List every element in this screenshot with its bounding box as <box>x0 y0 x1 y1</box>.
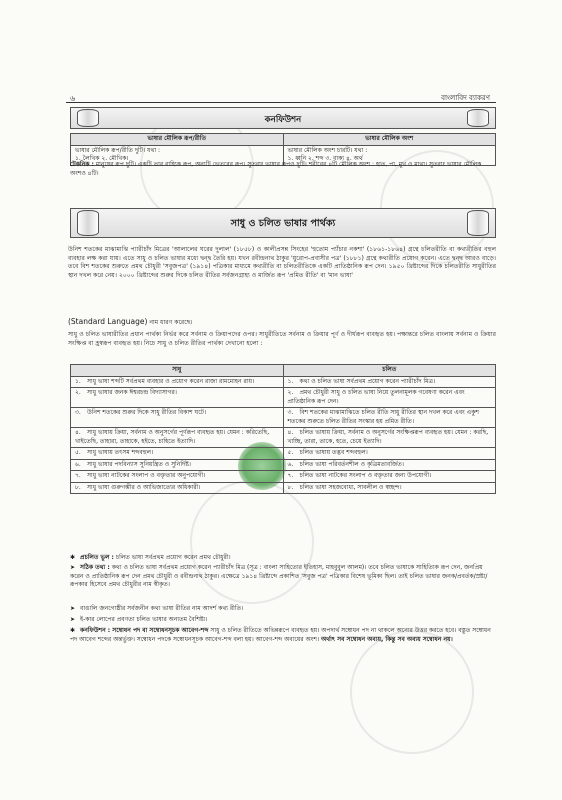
table-row <box>71 408 496 428</box>
watermark-stamp <box>350 630 474 754</box>
table-row <box>71 471 496 483</box>
table-row <box>71 376 496 388</box>
table-cell: ৫. সাধু ভাষায় তৎসম শব্দবহুল। <box>71 448 284 460</box>
table-cell: ভাষার মৌলিক রূপ/রীতি দুটি। যথা : ১. লৈখিক ২. মৌখিক। <box>71 145 284 165</box>
bullet-item: ➤ বাঙালি জনগোষ্ঠীর সর্বজনীন কথ্য ভাষা রীতির নাম আদর্শ কথ্য রীতি। <box>70 605 244 612</box>
star-icon: ✱ <box>70 627 76 634</box>
table-row <box>71 388 496 408</box>
table-row <box>71 482 496 494</box>
table-row <box>71 428 496 448</box>
standard-language-note: (Standard Language) নাম ধারণ করেছে। <box>68 317 193 326</box>
arrow-right-icon: ➤ <box>70 564 76 571</box>
table-cell: ৭. চলিত ভাষা নাটকের সংলাপ ও বক্তৃতার জন্য উপযোগী। <box>283 471 496 483</box>
star-icon: ✱ <box>70 554 76 561</box>
lead-paragraph: সাধু ও চলিত ভাষারীতির প্রধান পার্থক্য নির্ভর করে সর্বনাম ও ক্রিয়াপদের ওপর। সাধুরীতিতে সর্বনাম ও ক্রিয়ার পূর্ণ ও দীর্ঘরূপ ব্যবহৃত হয়। পক্ষান্তরে চলিত বাংলায় সর্বনাম ও ক্রিয়ার সংক্ষিপ্ত বা হ্রস্বরূপ ব্যবহৃত হয়। নিচে সাধু ও চলিত রীতির পার্থক্য দেখানো হলো : <box>68 331 496 347</box>
table-cell: ৩. উনিশ শতকের শুরুর দিকে সাধু রীতির বিকাশ ঘটে। <box>71 408 284 428</box>
bullet-item: ✱ কনফিউশন : সম্বোধন পদ বা সম্বোধনসূচক আবেগ-শব্দ সাধু ও চলিত রীতিতে অভিন্নরূপে ব্যবহৃত হয়। অপদার্থ সম্বোধন পদ না থাকলে অন্যের উত্তর করতে হবে। বস্তুত সম্বোধন পদ আবেগ শব্দের অন্তর্ভুক্ত। সম্বোধন পদকে সম্বোধনসূচক আবেগ-শব্দ বলা হয়। আবেগ-শব্দ অব্যয়ের অংশ। অর্থাৎ সব সম্বোধন অব্যয়, কিন্তু সব অব্যয় সম্বোধন নয়। <box>70 627 491 643</box>
technique-note <box>70 160 488 178</box>
table-cell: ১. কথ্য ও চলিত ভাষা সর্বপ্রথম প্রয়োগ করেন প্যারীচাঁদ মিত্র। <box>283 376 496 388</box>
table-header: সাধু <box>71 365 284 377</box>
table-row <box>71 448 496 460</box>
table-cell: ৪. চলিত ভাষায় ক্রিয়া, সর্বনাম ও অনুসর্গের সংক্ষিপ্তরূপ ব্যবহৃত হয়। যেমন : করছি, খাচ্ছি, তারা, তাকে, হতে, চেয়ে ইত্যাদি। <box>283 428 496 448</box>
intro-paragraph: উনিশ শতকের মাঝামাঝি প্যারীচাঁদ মিত্রের 'আলালের ঘরের দুলাল' (১৮৫৮) ও কালীপ্রসন্ন সিংহের 'হুতোম প্যাঁচার নকশা' (১৮৬১-১৮৬৪) গ্রন্থে চলিতরীতি বা কথ্যরীতির বহুল ব্যবহার লক্ষ করা যায়। এতে সাধু ও চলিত ভাষার মধ্যে দ্বন্দ্ব তৈরি হয়। যখন রবীন্দ্রনাথ ঠাকুর 'য়ুরোপ-প্রবাসীর পত্র' (১৮৮১) গ্রন্থে কথ্যরীতি প্রয়োগ করেন। এতে দ্বন্দ্ব আরও বাড়ে। তবে বিশ শতকের শুরুতে প্রমথ চৌধুরী 'সবুজপত্র' (১৯১৪) পত্রিকার মাধ্যমে কথ্যরীতি বা চলিতরীতিকে একটি প্রাতিষ্ঠানিক রূপ দেন। ১৯৫০ খ্রিষ্টাব্দের দিকে চলিতরীতি সাধুরীতির স্থান দখল করে নেয়। ২০০০ খ্রিষ্টাব্দের শুরুর দিকে চলিত রীতির সর্বজনগ্রাহ্য ও মার্জিত রূপ 'প্রমিত রীতি' বা 'মান ভাষা' <box>68 246 496 279</box>
page-number: ৬ <box>70 94 76 103</box>
table-cell: ২. সাধু ভাষার জনক ঈশ্বরচন্দ্র বিদ্যাসাগর। <box>71 388 284 408</box>
table-cell: ৬. সাধু ভাষার পদবিন্যাস সুনিয়ন্ত্রিত ও সুনির্দিষ্ট। <box>71 459 284 471</box>
table-cell: ৭. সাধু ভাষা নাটকের সংলাপ ও বক্তৃতার অনুপযোগী। <box>71 471 284 483</box>
table-cell: ৮. চলিত ভাষা সহজবোধ্য, সাবলীল ও স্বচ্ছন্দ। <box>283 482 496 494</box>
table-header: ভাষার মৌলিক রূপ/রীতি <box>71 134 284 146</box>
header-rule <box>66 102 496 103</box>
section-banner-confusion <box>70 107 496 129</box>
bullet-item: ➤ সঠিক তথ্য : কথ্য ও চলিত ভাষা সর্বপ্রথম প্রয়োগ করেন প্যারীচাঁদ মিত্র (সূত্র : বাংলা সাহিত্যের ইতিহাস, মাহবুবুল আলম)। তবে চলিত ভাষাকে সাহিত্যিক রূপ দেন, জনপ্রিয় করেন ও প্রাতিষ্ঠানিক রূপ দেন প্রমথ চৌধুরী ও রবীন্দ্রনাথ ঠাকুর। এক্ষেত্রে ১৯১৪ খ্রিষ্টাব্দে প্রকাশিত 'সবুজ পত্র' পত্রিকার বিশেষ ভূমিকা ছিল। তাই চলিত ভাষার জনক/প্রবর্তক/স্রষ্টা/রূপকার হিসেবে প্রমথ চৌধুরীর নাম স্বীকৃত। <box>70 564 488 588</box>
table-cell: ৬. চলিত ভাষা পরিবর্তনশীল ও কৃত্রিমতাবর্জিত। <box>283 459 496 471</box>
table-cell: ৩. বিশ শতকের মাঝামাঝিতে চলিত রীতি সাধু রীতির স্থান দখল করে এবং একুশ শতকের শুরুতে চলিত রীতির সংস্কার হয় প্রমিত রীতি। <box>283 408 496 428</box>
table-row <box>71 459 496 471</box>
running-title: বাংলাবিদ ব্যাকরণ <box>441 94 490 102</box>
comparison-table <box>70 364 496 494</box>
table-cell: ভাষার মৌলিক অংশ চারটি। যথা : ১. ধ্বনি ২. শব্দ ৩. বাক্য ৪. অর্থ <box>283 145 496 165</box>
section-title: কনফিউশন <box>264 115 302 125</box>
table-cell: ৫. চলিত ভাষায় তদ্ভব শব্দবহুল। <box>283 448 496 460</box>
section-title: সাধু ও চলিত ভাষার পার্থক্য <box>230 218 336 229</box>
bullet-item: ➤ ই-কার লোপের প্রবণতা চলিত ভাষার অন্যতম বৈশিষ্ট্য। <box>70 616 208 623</box>
table-header: চলিত <box>283 365 496 377</box>
table-cell: ৮. সাধু ভাষা গুরুগম্ভীর ও আভিজাত্যের অধিকারী। <box>71 482 284 494</box>
table-cell: ১. সাধু ভাষা শব্দটি সর্বপ্রথম ব্যবহার ও প্রয়োগ করেন রাজা রামমোহন রায়। <box>71 376 284 388</box>
table-header: ভাষার মৌলিক অংশ <box>283 134 496 146</box>
table-cell: ৪. সাধু ভাষায় ক্রিয়া, সর্বনাম ও অনুসর্গের পূর্ণরূপ ব্যবহৃত হয়। যেমন : করিতেছি, খাইতেছি, তাহারা, তাহাকে, হইতে, চাহিতে ইত্যাদি। <box>71 428 284 448</box>
arrow-right-icon: ➤ <box>70 605 76 612</box>
technique-text: মানুষের রূপ দুটি। একটি তার বাহ্যিক রূপ, অন্যটি ভেতরের রূপ। সুতরাং ভাষার রূপও দুটি। শরীরের ৪টি মৌলিক অংশ : হাত, পা, মুখ ও মাথা। সুতরাং ভাষার মৌলিক অংশও ৪টি। <box>70 161 482 177</box>
arrow-right-icon: ➤ <box>70 616 76 623</box>
technique-label: টেকনিক : <box>70 161 94 168</box>
bullet-item: ✱ প্রচলিত ভুল : চলিত ভাষা সর্বপ্রথম প্রয়োগ করেন প্রমথ চৌধুরী। <box>70 554 231 561</box>
table-cell: ২. প্রমথ চৌধুরী সাধু ও চলিত ভাষা নিয়ে তুলনামূলক গবেষণা করেন এবং প্রাতিষ্ঠানিক রূপ দেন। <box>283 388 496 408</box>
section-banner-differences <box>70 208 496 238</box>
